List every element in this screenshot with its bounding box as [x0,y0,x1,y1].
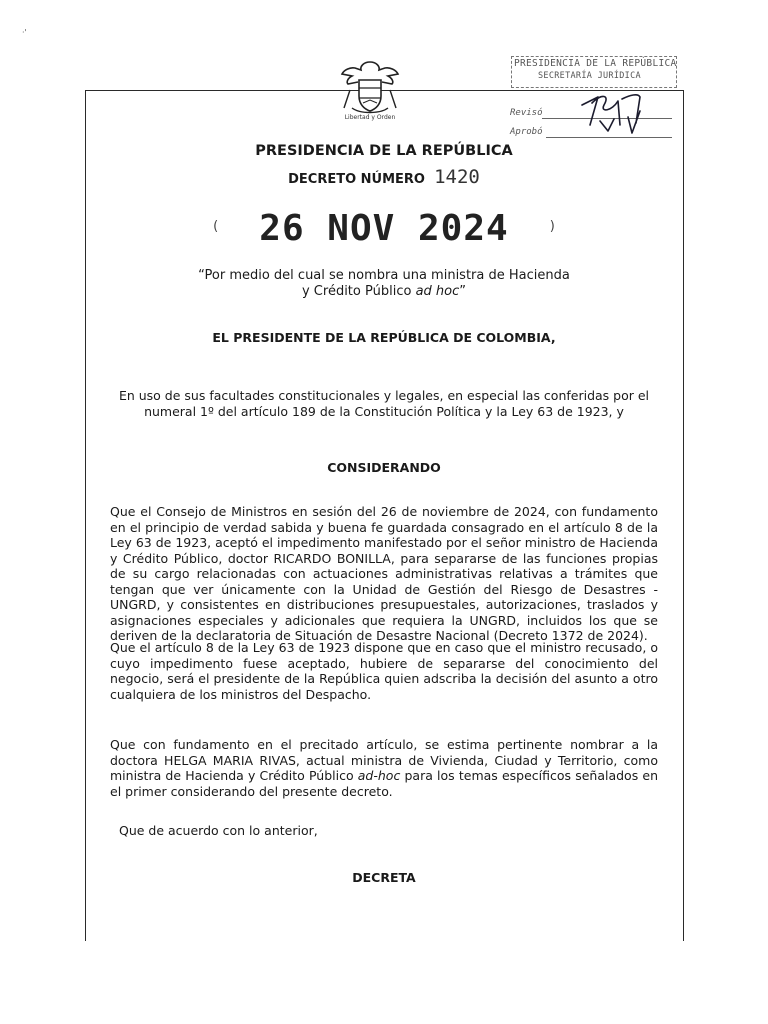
handwritten-signature [540,75,660,137]
subject-line2 [0,284,768,300]
institution-title: PRESIDENCIA DE LA REPÚBLICA [255,143,513,159]
stamp-line1: PRESIDENCIA DE LA REPÚBLICA [514,58,677,69]
paragraph3-pre: Que con fundamento en el precitado artículo, se estima pertinente nombrar a la doctora HELGA MARIA RIVAS, actual ministra de Vivienda, Ciudad y Territorio, como ministra de Hacienda y Crédito Público [110,737,658,783]
stamp-rule-aprobo [546,137,672,138]
paragraph3-italic: ad-hoc [357,768,401,783]
decree-date-row [0,208,768,249]
considerando-paragraph-4: Que de acuerdo con lo anterior, [119,823,318,838]
decree-label: DECRETO NÚMERO [288,172,425,187]
subject-line2-pre: y Crédito Público [301,284,416,299]
president-heading: EL PRESIDENTE DE LA REPÚBLICA DE COLOMBIA, [212,330,556,345]
decree-number: 1420 [434,166,480,188]
seal-caption: Libertad y Orden [344,114,396,121]
subject-line2-post: ” [459,284,467,299]
decree-subject [0,268,768,300]
decree-heading [0,166,768,188]
stamp-reviso: Revisó [510,108,543,118]
stamp-aprobo: Aprobó [510,127,543,137]
decree-date: 26 NOV 2024 [259,208,509,249]
stamp-line2: SECRETARÍA JURÍDICA [538,71,641,81]
subject-line1: “Por medio del cual se nombra una ministra de Hacienda [198,268,570,283]
date-open-paren: ( [213,219,219,234]
considerando-paragraph-3 [110,737,658,799]
decreta-heading: DECRETA [352,870,416,885]
considerando-heading: CONSIDERANDO [327,460,441,475]
intro-paragraph: En uso de sus facultades constitucionales y legales, en especial las conferidas por el numeral 1º del artículo 189 de la Constitución Política y la Ley 63 de 1923, y [118,388,650,419]
considerando-paragraph-1: Que el Consejo de Ministros en sesión del 26 de noviembre de 2024, con fundamento en el principio de verdad sabida y buena fe guardada consagrado en el artículo 8 de la Ley 63 de 1923, aceptó el impedimento manifestado por el señor ministro de Hacienda y Crédito Público, doctor RICARDO BONILLA, para separarse de las funciones propias de su cargo relacionadas con actuaciones administrativas relativas a trámites que tengan que ver únicamente con la Unidad de Gestión del Riesgo de Desastres - UNGRD, y consistentes en distribuciones presupuestales, autorizaciones, traslados y asignaciones especiales y adicionales que requiera la UNGRD, incluidos los que se deriven de la declaratoria de Situación de Desastre Nacional (Decreto 1372 de 2024). [110,504,658,643]
considerando-paragraph-2: Que el artículo 8 de la Ley 63 de 1923 dispone que en caso que el ministro recusado, o cuyo impedimento fuese aceptado, hubiere de separarse del conocimiento del negocio, será el presidente de la República quien adscriba la decisión del asunto a otro cualquiera de los ministros del Despacho. [110,640,658,702]
scan-speck: ·' [22,28,27,37]
subject-line2-italic: ad hoc [415,284,460,299]
date-close-paren: ) [549,219,555,234]
paragraph3-post: para los temas específicos señalados en el primer considerando del presente decreto. [110,768,658,799]
